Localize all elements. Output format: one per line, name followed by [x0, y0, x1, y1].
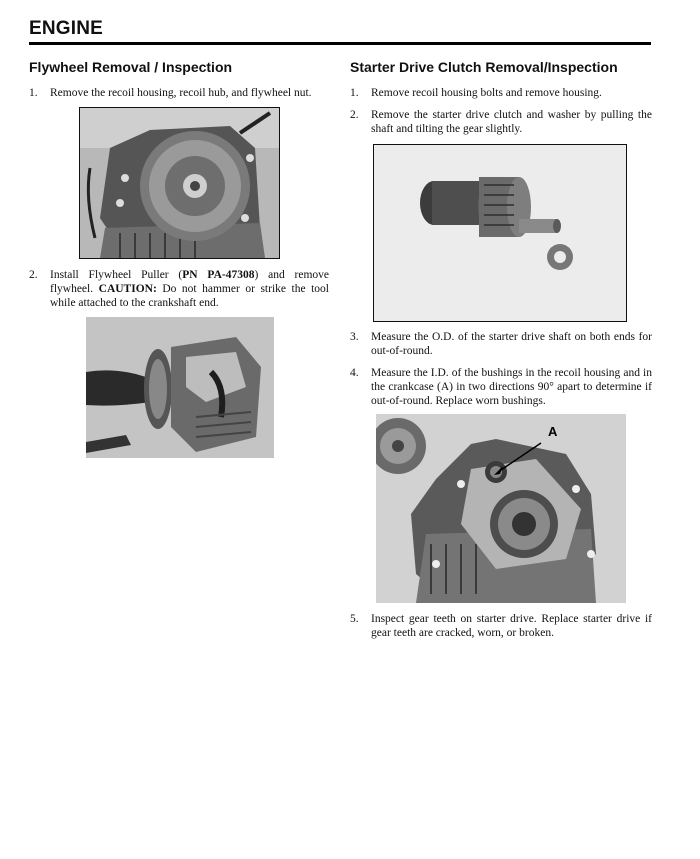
starter-step-3: [350, 330, 652, 358]
step-text: Measure the I.D. of the bushings in the recoil housing and in the crankcase (A) in two directions 90° apart to determine if out-of-round. Replace worn bushings.: [371, 367, 652, 407]
starter-step-1: [350, 86, 652, 100]
starter-drive-photo: [373, 144, 627, 322]
step-number: 5.: [350, 613, 359, 625]
step-text-b: ) and remove flywheel.: [50, 269, 330, 295]
step-number: 2.: [350, 109, 359, 121]
starter-step-2: [350, 108, 652, 136]
header-rule: [29, 42, 651, 45]
step-text: Inspect gear teeth on starter drive. Replace starter drive if gear teeth are cracked, worn, or broken.: [371, 613, 652, 639]
starter-step-4: [350, 366, 652, 408]
caution-label: CAUTION:: [98, 283, 157, 295]
flywheel-step-1: [29, 86, 329, 100]
flywheel-heading: Flywheel Removal / Inspection: [29, 59, 233, 75]
page-header: [29, 18, 651, 45]
step-number: 1.: [350, 87, 359, 99]
step-number: 2.: [29, 269, 38, 281]
step-text: Measure the O.D. of the starter drive shaft on both ends for out-of-round.: [371, 331, 652, 357]
flywheel-section: [29, 58, 329, 458]
caution-text: Do not hammer or strike the tool while attached to the crankshaft end.: [50, 283, 329, 309]
flywheel-engine-photo: [79, 107, 280, 259]
flywheel-step-2: [29, 268, 329, 310]
crankcase-bushing-photo: [376, 414, 626, 603]
step-number: 3.: [350, 331, 359, 343]
part-number: PN PA-47308: [182, 269, 255, 281]
page-title: ENGINE: [29, 18, 104, 39]
step-text: Remove recoil housing bolts and remove housing.: [371, 87, 602, 99]
callout-label-a: A: [548, 424, 558, 439]
step-text: Remove the starter drive clutch and washer by pulling the shaft and tilting the gear slightly.: [371, 109, 652, 135]
starter-clutch-heading: Starter Drive Clutch Removal/Inspection: [350, 59, 618, 75]
starter-step-5: [350, 612, 652, 640]
step-text: Remove the recoil housing, recoil hub, and flywheel nut.: [50, 87, 312, 99]
flywheel-puller-photo: [86, 317, 274, 458]
step-number: 1.: [29, 87, 38, 99]
step-text-a: Install Flywheel Puller (: [50, 269, 183, 281]
starter-clutch-section: [350, 58, 652, 648]
step-number: 4.: [350, 367, 359, 379]
